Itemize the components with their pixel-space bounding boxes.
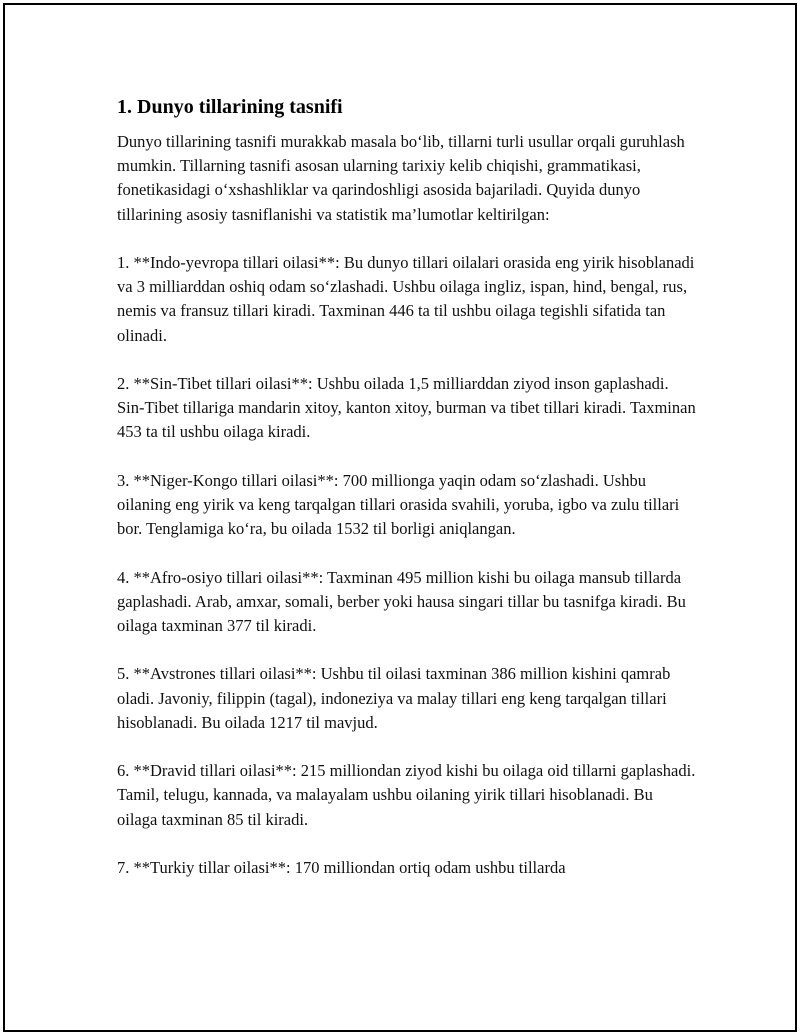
paragraph-dravidian: 6. **Dravid tillari oilasi**: 215 milliondan ziyod kishi bu oilaga oid tillarni gaplashadi. Tamil, telugu, kannada, va malayalam ushbu oilaning yirik tillari hisoblanadi. Bu oilaga taxminan 85 til kiradi. bbox=[117, 761, 696, 829]
paragraph-niger-congo: 3. **Niger-Kongo tillari oilasi**: 700 millionga yaqin odam so‘zlashadi. Ushbu oilaning eng yirik va keng tarqalgan tillari orasida svahili, yoruba, igbo va zulu tillari bor. Tenglamiga ko‘ra, bu oilada 1532 til borligi aniqlangan. bbox=[117, 470, 680, 539]
paragraph-turkic: 7. **Turkiy tillar oilasi**: 170 milliondan ortiq odam ushbu tillarda bbox=[117, 857, 566, 877]
section-heading: 1. Dunyo tillarining tasnifi bbox=[117, 96, 343, 118]
paragraph-austronesian: 5. **Avstrones tillari oilasi**: Ushbu til oilasi taxminan 386 million kishini qamrab oladi. Javoniy, filippin (tagal), indoneziya va malay tillari eng keng tarqalgan tillari hisoblanadi. Bu oilada 1217 til mavjud. bbox=[117, 664, 671, 732]
paragraph-indo-european: 1. **Indo-yevropa tillari oilasi**: Bu dunyo tillari oilalari orasida eng yirik hisoblanadi va 3 milliarddan oshiq odam so‘zlashadi. Ushbu oilaga ingliz, ispan, hind, bengal, rus, nemis va fransuz tillari kiradi. Taxminan 446 ta til ushbu oilaga tegishli sifatida tan olinadi. bbox=[117, 253, 695, 345]
document-body bbox=[117, 94, 697, 904]
intro-paragraph: Dunyo tillarining tasnifi murakkab masala bo‘lib, tillarni turli usullar orqali guruhlash mumkin. Tillarning tasnifi asosan ularning tarixiy kelib chiqishi, grammatikasi, fonetikasidagi o‘xshashliklar va qarindoshligi asosida bajariladi. Quyida dunyo tillarining asosiy tasniflanishi va statistik ma’lumotlar keltirilgan: bbox=[117, 132, 685, 224]
paragraph-afro-asiatic: 4. **Afro-osiyo tillari oilasi**: Taxminan 495 million kishi bu oilaga mansub tillarda gaplashadi. Arab, amxar, somali, berber yoki hausa singari tillar bu tasnifga kiradi. Bu oilaga taxminan 377 til kiradi. bbox=[117, 567, 686, 635]
paragraph-sino-tibetan: 2. **Sin-Tibet tillari oilasi**: Ushbu oilada 1,5 milliarddan ziyod inson gaplashadi. Sin-Tibet tillariga mandarin xitoy, kanton xitoy, burman va tibet tillari kiradi. Taxminan 453 ta til ushbu oilaga kiradi. bbox=[117, 374, 696, 442]
